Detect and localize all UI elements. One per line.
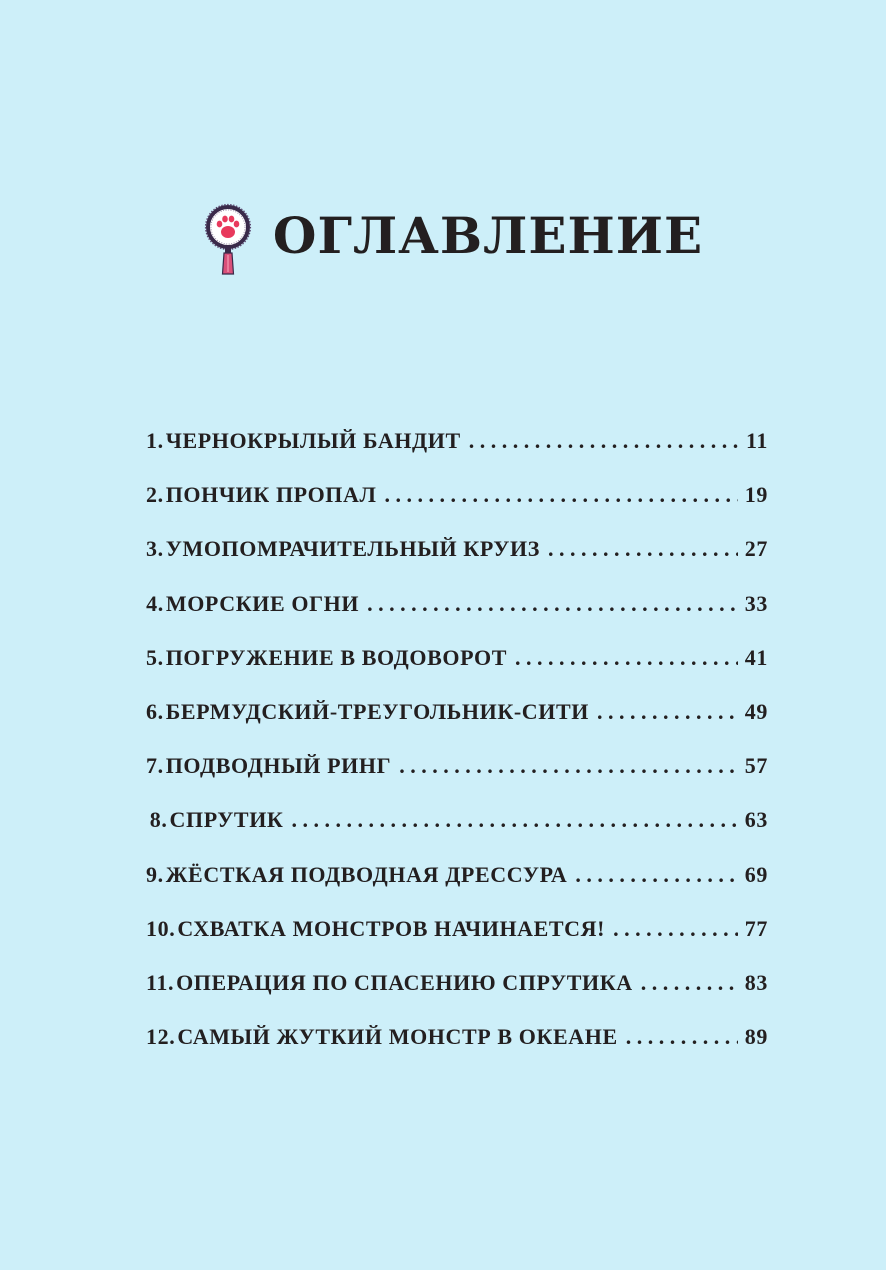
- toc-entry-number: 6.: [146, 698, 164, 724]
- toc-entry-number: 10.: [146, 915, 176, 941]
- magnifier-paw-icon: [203, 202, 253, 276]
- toc-entry-page: 19: [744, 482, 768, 508]
- toc-entry-number: 11.: [146, 969, 175, 995]
- toc-entry-title: ПОДВОДНЫЙ РИНГ: [165, 753, 392, 779]
- toc-entry-number: 5.: [146, 644, 164, 670]
- toc-entry-page: 33: [744, 590, 768, 616]
- toc-entry[interactable]: [146, 482, 768, 536]
- toc-entry-page: 27: [744, 536, 768, 562]
- toc-entry-page: 83: [744, 969, 768, 995]
- toc-entry[interactable]: [146, 536, 768, 590]
- dot-leader: [575, 862, 738, 888]
- toc-entry-page: 77: [744, 915, 768, 941]
- toc-entry-page: 49: [744, 698, 768, 724]
- toc-entry-title: ОПЕРАЦИЯ ПО СПАСЕНИЮ СПРУТИКА: [176, 969, 633, 995]
- toc-entry[interactable]: [146, 753, 768, 807]
- toc-entry[interactable]: [146, 862, 768, 916]
- toc-entry-title: БЕРМУДСКИЙ-ТРЕУГОЛЬНИК-СИТИ: [165, 698, 589, 724]
- toc-entry-page: 89: [744, 1024, 768, 1050]
- dot-leader: [367, 591, 738, 617]
- dot-leader: [626, 1024, 738, 1050]
- toc-entry-number: 8.: [149, 807, 168, 833]
- toc-entry-number: 3.: [146, 536, 164, 562]
- toc-entry-number: 4.: [146, 590, 164, 616]
- toc-entry-number: 1.: [146, 428, 164, 453]
- dot-leader: [597, 699, 738, 725]
- dot-leader: [291, 807, 738, 833]
- toc-entry[interactable]: [146, 970, 768, 1024]
- toc-entry-number: 12.: [146, 1024, 176, 1050]
- toc-entry-title: ПОГРУЖЕНИЕ В ВОДОВОРОТ: [165, 644, 507, 670]
- dot-leader: [613, 916, 738, 942]
- toc-entry-number: 7.: [146, 753, 164, 779]
- toc-entry-page: 63: [744, 807, 768, 833]
- toc-entry-title: ЧЕРНОКРЫЛЫЙ БАНДИТ: [165, 428, 461, 453]
- title-block: [0, 196, 886, 276]
- toc-entry[interactable]: [146, 428, 768, 482]
- title-inner: [203, 196, 703, 276]
- dot-leader: [384, 482, 738, 508]
- toc-entry-page: 57: [744, 753, 768, 779]
- dot-leader: [641, 970, 738, 996]
- toc-entry-title: ПОНЧИК ПРОПАЛ: [165, 482, 377, 508]
- toc-entry[interactable]: [146, 916, 768, 970]
- toc-entry-page: 11: [746, 428, 768, 453]
- toc-entry-number: 2.: [146, 482, 164, 508]
- dot-leader: [548, 536, 738, 562]
- toc-entry[interactable]: [146, 645, 768, 699]
- dot-leader: [399, 753, 738, 779]
- toc-entry-page: 69: [744, 861, 768, 887]
- dot-leader: [469, 428, 738, 454]
- toc-entry-title: ЖЁСТКАЯ ПОДВОДНАЯ ДРЕССУРА: [165, 861, 568, 887]
- toc-entry-page: 41: [744, 644, 768, 670]
- dot-leader: [515, 645, 738, 671]
- toc-entry-number: 9.: [146, 861, 164, 887]
- toc-entry[interactable]: [146, 591, 768, 645]
- table-of-contents: [146, 428, 768, 1078]
- toc-entry[interactable]: [146, 1024, 768, 1078]
- toc-entry[interactable]: [146, 699, 768, 753]
- toc-entry[interactable]: [146, 807, 768, 861]
- toc-entry-title: СХВАТКА МОНСТРОВ НАЧИНАЕТСЯ!: [177, 915, 606, 941]
- page-title: ОГЛАВЛЕНИЕ: [272, 206, 704, 265]
- toc-entry-title: СПРУТИК: [169, 807, 284, 833]
- toc-entry-title: МОРСКИЕ ОГНИ: [165, 590, 360, 616]
- toc-entry-title: САМЫЙ ЖУТКИЙ МОНСТР В ОКЕАНЕ: [177, 1024, 618, 1050]
- toc-entry-title: УМОПОМРАЧИТЕЛЬНЫЙ КРУИЗ: [165, 536, 540, 562]
